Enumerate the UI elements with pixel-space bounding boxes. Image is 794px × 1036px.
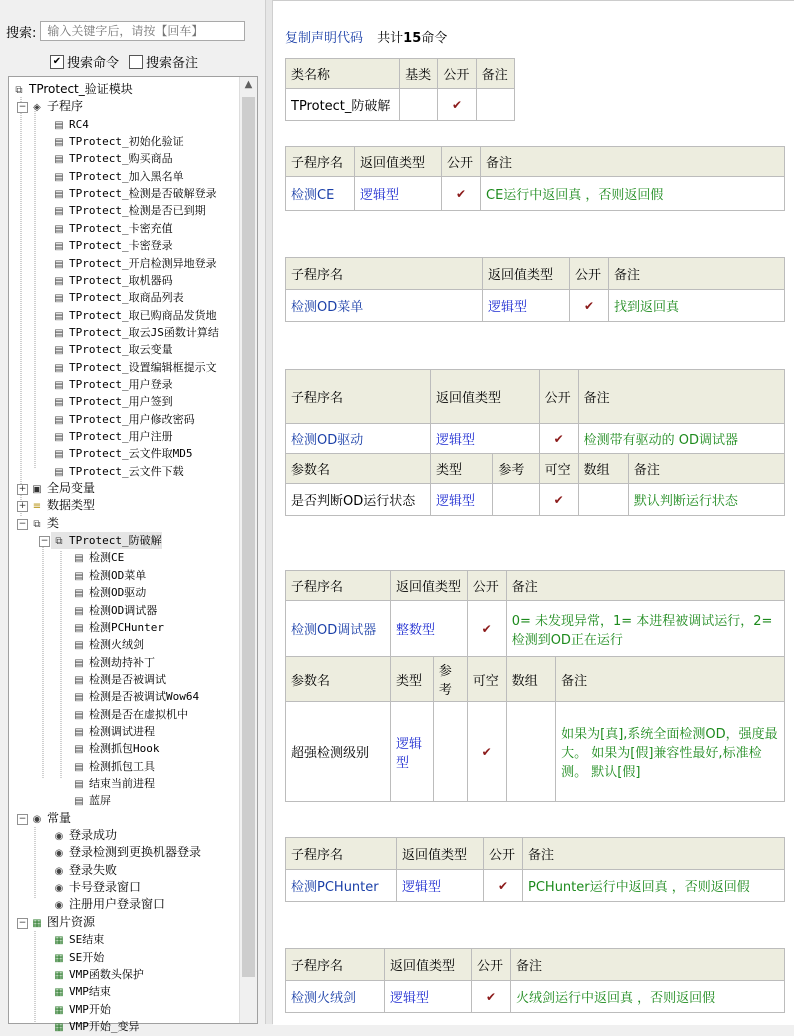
tree-node-label: 检测OD驱动 xyxy=(89,586,147,600)
param-ref xyxy=(433,702,467,802)
param-array xyxy=(578,484,628,516)
method-icon: ▤ xyxy=(74,779,84,790)
tree-subroutine-item[interactable] xyxy=(51,289,184,306)
tree-node-label: TProtect_用户登录 xyxy=(69,377,173,391)
method-icon: ▤ xyxy=(74,605,84,617)
method-icon: ▤ xyxy=(74,674,84,686)
tree-node-label: TProtect_初始化验证 xyxy=(69,135,184,149)
module-icon: ⧉ xyxy=(15,85,23,96)
tree-method-item[interactable] xyxy=(71,792,111,809)
tree-method-item[interactable] xyxy=(71,654,155,671)
constant-icon: ◉ xyxy=(54,848,64,860)
tree-subroutine-item[interactable] xyxy=(51,220,173,237)
func-header-name: 子程序名 xyxy=(286,838,397,870)
tree-constant-item[interactable] xyxy=(51,862,117,879)
subroutine-icon: ▤ xyxy=(54,449,64,461)
param-header-note: 备注 xyxy=(556,657,785,702)
total-suffix: 命令 xyxy=(421,31,448,46)
tree-node-label: TProtect_防破解 xyxy=(69,534,162,548)
tree-subroutines[interactable] xyxy=(29,98,83,115)
func-header-public: 公开 xyxy=(570,258,609,290)
doc-header xyxy=(285,27,447,46)
tree-node-label: TProtect_用户修改密码 xyxy=(69,412,195,426)
subroutine-icon: ▤ xyxy=(54,362,64,374)
param-header-array: 数组 xyxy=(506,657,555,702)
tree-method-item[interactable] xyxy=(71,775,155,792)
param-note: 如果为[真],系统全面检测OD，强度最大。 如果为[假]兼容性最好,标准检测。 默认[假] xyxy=(556,702,785,802)
subroutine-icon: ▤ xyxy=(54,275,64,287)
func-header-name: 子程序名 xyxy=(286,370,431,424)
tree-node-label: 子程序 xyxy=(47,99,84,114)
func-table-pchunter xyxy=(285,837,785,902)
tree-global-vars[interactable] xyxy=(29,480,95,497)
tree-node-label: TProtect_卡密充值 xyxy=(69,221,173,235)
func-header-ret: 返回值类型 xyxy=(355,147,442,177)
tree-node-label: 全局变量 xyxy=(47,481,96,496)
func-header-name: 子程序名 xyxy=(286,147,355,177)
data-types-icon: ≡ xyxy=(32,501,42,513)
constant-icon: ◉ xyxy=(54,831,64,843)
method-icon: ▤ xyxy=(74,553,84,565)
func-header-public: 公开 xyxy=(484,838,523,870)
search-notes-label: 搜索备注 xyxy=(146,56,199,71)
param-type[interactable]: 逻辑型 xyxy=(431,484,493,516)
tree-constants[interactable] xyxy=(29,810,71,827)
public-check-icon: ✔ xyxy=(467,601,506,657)
func-table-od-menu xyxy=(285,257,785,322)
tree-class-item[interactable] xyxy=(51,532,162,549)
subroutine-icon: ▤ xyxy=(54,310,64,322)
method-icon: ▤ xyxy=(74,570,84,582)
image-resource-icon: ▦ xyxy=(54,987,64,999)
param-header-ref: 参考 xyxy=(493,454,539,484)
tree-node-label: 检测火绒剑 xyxy=(89,638,144,652)
search-options xyxy=(50,52,198,71)
func-header-note: 备注 xyxy=(481,147,785,177)
class-note-cell xyxy=(476,89,514,121)
param-header-type: 类型 xyxy=(391,657,434,702)
func-note: 检测带有驱动的 OD调试器 xyxy=(578,424,784,454)
search-commands-checkbox[interactable] xyxy=(50,52,119,71)
tree-node-label: 结束当前进程 xyxy=(89,777,155,790)
collapse-toggle-icon[interactable]: − xyxy=(18,917,27,928)
tree-method-item[interactable] xyxy=(71,706,188,723)
subroutine-icon: ▤ xyxy=(54,119,64,131)
param-header-type: 类型 xyxy=(431,454,493,484)
tree-constant-item[interactable] xyxy=(51,896,165,913)
subroutine-icon: ▤ xyxy=(54,293,64,305)
tree-data-types[interactable] xyxy=(29,497,95,514)
tree-subroutine-item[interactable] xyxy=(51,255,217,272)
func-header-name: 子程序名 xyxy=(286,258,483,290)
images-folder-icon: ▦ xyxy=(32,917,42,929)
tree-subroutine-item[interactable] xyxy=(51,185,217,202)
tree-node-label: TProtect_检测是否破解登录 xyxy=(69,187,217,201)
tree-node-label: 卡号登录窗口 xyxy=(69,880,142,895)
tree-constant-item[interactable] xyxy=(51,827,117,844)
tree-node-label: 检测是否被调试 xyxy=(89,672,166,686)
copy-declaration-link[interactable]: 复制声明代码 xyxy=(285,31,364,46)
class-icon: ⧉ xyxy=(55,536,63,548)
func-table-huorong xyxy=(285,948,785,1013)
tree-method-item[interactable] xyxy=(71,619,164,636)
scroll-up-arrow-icon[interactable]: ▲ xyxy=(244,79,253,90)
tree-subroutine-item[interactable] xyxy=(51,359,217,376)
func-ret-type[interactable]: 整数型 xyxy=(391,601,468,657)
subroutine-icon: ▤ xyxy=(54,137,64,149)
tree-node-label: TProtect_取云变量 xyxy=(69,343,173,357)
func-header-note: 备注 xyxy=(523,838,785,870)
param-header-name: 参数名 xyxy=(286,657,391,702)
func-header-public: 公开 xyxy=(472,949,511,981)
param-name: 超强检测级别 xyxy=(286,702,391,802)
image-resource-icon: ▦ xyxy=(54,969,64,981)
method-icon: ▤ xyxy=(74,657,84,669)
method-icon: ▤ xyxy=(74,622,84,634)
func-note: CE运行中返回真 ，否则返回假 xyxy=(481,177,785,211)
tree-method-item[interactable] xyxy=(71,567,146,584)
tree-root-module[interactable] xyxy=(11,81,133,98)
func-name-link[interactable]: 检测OD菜单 xyxy=(286,290,483,322)
tree-node-label: 注册用户登录窗口 xyxy=(69,897,166,912)
tree-node-label: TProtect_云文件取MD5 xyxy=(69,447,193,461)
subroutine-icon: ▤ xyxy=(54,189,64,201)
param-name: 是否判断OD运行状态 xyxy=(286,484,431,516)
tree-node-label: SE结束 xyxy=(69,933,105,947)
module-tree[interactable] xyxy=(8,76,258,1033)
class-header-note: 备注 xyxy=(476,59,514,89)
search-label: 搜索: xyxy=(6,25,37,41)
subroutine-icon: ▤ xyxy=(54,154,64,166)
tree-node-label: SE开始 xyxy=(69,950,105,964)
tree-node-label: 登录失败 xyxy=(69,862,118,877)
param-header-array: 数组 xyxy=(578,454,628,484)
tree-node-label: 检测劫持补丁 xyxy=(89,655,155,669)
public-check-icon: ✔ xyxy=(442,177,481,211)
tree-node-label: 检测OD菜单 xyxy=(89,568,147,582)
tree-images[interactable] xyxy=(29,914,95,931)
class-table xyxy=(285,58,515,121)
tree-method-item[interactable] xyxy=(71,602,157,619)
constant-icon: ◉ xyxy=(54,900,64,912)
param-type[interactable]: 逻辑型 xyxy=(391,702,434,802)
total-count: 15 xyxy=(403,31,422,46)
func-ret-type[interactable]: 逻辑型 xyxy=(397,870,484,902)
func-name-link[interactable]: 检测OD驱动 xyxy=(286,424,431,454)
search-notes-checkbox[interactable] xyxy=(129,52,198,71)
tree-node-label: TProtect_用户注册 xyxy=(69,430,173,443)
tree-node-label: TProtect_取已购商品发货地 xyxy=(69,308,217,322)
func-header-note: 备注 xyxy=(511,949,785,981)
nullable-check-icon: ✔ xyxy=(539,484,578,516)
expand-toggle-icon[interactable]: + xyxy=(18,501,27,512)
tree-node-label: 数据类型 xyxy=(47,498,96,513)
class-name-cell: TProtect_防破解 xyxy=(286,89,400,121)
subroutine-icon: ▤ xyxy=(54,345,64,357)
method-icon: ▤ xyxy=(74,588,84,600)
tree-method-item[interactable] xyxy=(71,723,155,740)
tree-image-item[interactable] xyxy=(51,966,144,983)
func-note: PCHunter运行中返回真 ，否则返回假 xyxy=(523,870,785,902)
func-header-public: 公开 xyxy=(467,571,506,601)
func-name-link[interactable]: 检测OD调试器 xyxy=(286,601,391,657)
tree-node-label: 登录成功 xyxy=(69,828,118,843)
tree-method-item[interactable] xyxy=(71,636,144,653)
constant-icon: ◉ xyxy=(54,883,64,895)
tree-image-item[interactable] xyxy=(51,949,104,966)
tree-image-item[interactable] xyxy=(51,931,104,948)
tree-image-item[interactable] xyxy=(51,1018,140,1035)
method-icon: ▤ xyxy=(74,796,84,808)
subroutine-icon: ▤ xyxy=(54,397,64,409)
tree-constant-item[interactable] xyxy=(51,844,201,861)
image-resource-icon: ▦ xyxy=(54,1004,64,1016)
tree-node-label: VMP函数头保护 xyxy=(69,967,144,981)
method-icon: ▤ xyxy=(74,692,84,704)
func-header-ret: 返回值类型 xyxy=(431,370,540,424)
func-header-ret: 返回值类型 xyxy=(397,838,484,870)
tree-node-label: TProtect_取机器码 xyxy=(69,273,173,287)
tree-node-label: 检测抓包工具 xyxy=(89,759,155,773)
tree-subroutine-item[interactable] xyxy=(51,168,184,185)
func-ret-type[interactable]: 逻辑型 xyxy=(385,981,472,1013)
tree-node-label: TProtect_检测是否已到期 xyxy=(69,204,206,218)
image-resource-icon: ▦ xyxy=(54,935,64,947)
tree-subroutine-item[interactable] xyxy=(51,324,219,341)
search-row xyxy=(6,20,245,42)
subroutine-icon: ▤ xyxy=(54,327,64,339)
tree-method-item[interactable] xyxy=(71,740,160,757)
collapse-toggle-icon[interactable]: − xyxy=(18,518,27,529)
subroutine-icon: ▤ xyxy=(54,258,64,270)
subroutine-icon: ▤ xyxy=(54,206,64,218)
tree-node-label: TProtect_取商品列表 xyxy=(69,291,184,305)
collapse-toggle-icon[interactable]: − xyxy=(40,536,49,547)
func-note: 0= 未发现异常，1= 本进程被调试运行，2=检测到OD正在运行 xyxy=(506,601,784,657)
tree-node-label: 常量 xyxy=(47,810,72,825)
tree-node-label: RC4 xyxy=(69,117,89,131)
subroutine-icon: ▤ xyxy=(54,379,64,391)
tree-node-label: 蓝屏 xyxy=(89,794,111,808)
func-header-note: 备注 xyxy=(609,258,785,290)
tree-subroutine-item[interactable] xyxy=(51,202,206,219)
subroutines-folder-icon: ◈ xyxy=(33,102,41,114)
func-header-public: 公开 xyxy=(442,147,481,177)
func-name-link[interactable]: 检测PCHunter xyxy=(286,870,397,902)
tree-subroutine-item[interactable] xyxy=(51,445,192,462)
search-input[interactable] xyxy=(40,21,245,41)
tree-image-item[interactable] xyxy=(51,983,111,1000)
public-check-icon: ✔ xyxy=(570,290,609,322)
subroutine-icon: ▤ xyxy=(54,171,64,183)
constant-icon: ◉ xyxy=(54,865,64,877)
tree-node-label: TProtect_加入黑名单 xyxy=(69,169,184,183)
func-name-link[interactable]: 检测火绒剑 xyxy=(286,981,385,1013)
scroll-thumb[interactable] xyxy=(242,97,255,977)
func-header-ret: 返回值类型 xyxy=(483,258,570,290)
class-base-cell xyxy=(400,89,438,121)
class-header-public: 公开 xyxy=(438,59,476,89)
func-header-ret: 返回值类型 xyxy=(385,949,472,981)
tree-constant-item[interactable] xyxy=(51,879,141,896)
func-table-od-debugger xyxy=(285,570,785,802)
class-header-name: 类名称 xyxy=(286,59,400,89)
func-table-od-driver xyxy=(285,369,785,516)
method-icon: ▤ xyxy=(74,709,84,721)
classes-icon: ⧉ xyxy=(33,518,41,530)
func-ret-type[interactable]: 逻辑型 xyxy=(431,424,540,454)
image-resource-icon: ▦ xyxy=(54,1021,64,1033)
tree-subroutine-item[interactable] xyxy=(51,428,173,445)
tree-node-label: 检测调试进程 xyxy=(89,724,155,738)
collapse-toggle-icon[interactable]: − xyxy=(18,813,27,824)
tree-method-item[interactable] xyxy=(71,688,199,705)
method-icon: ▤ xyxy=(74,744,84,756)
expand-toggle-icon[interactable]: + xyxy=(18,484,27,495)
public-check-icon: ✔ xyxy=(438,89,476,121)
subroutine-icon: ▤ xyxy=(54,466,64,478)
total-prefix: 共计 xyxy=(377,31,404,46)
func-header-note: 备注 xyxy=(506,571,784,601)
tree-node-label: TProtect_取云JS函数计算结 xyxy=(69,325,219,339)
param-header-name: 参数名 xyxy=(286,454,431,484)
nullable-check-icon: ✔ xyxy=(467,702,506,802)
doc-panel xyxy=(273,0,794,1025)
tree-node-label: TProtect_开启检测异地登录 xyxy=(69,256,217,270)
func-header-public: 公开 xyxy=(539,370,578,424)
tree-node-label: TProtect_卡密登录 xyxy=(69,239,173,253)
tree-subroutine-item[interactable] xyxy=(51,237,173,254)
subroutine-icon: ▤ xyxy=(54,241,64,253)
tree-node-label: 检测PCHunter xyxy=(89,620,164,634)
tree-node-label: 类 xyxy=(47,515,60,530)
tree-method-item[interactable] xyxy=(71,671,166,688)
func-header-note: 备注 xyxy=(578,370,784,424)
tree-node-label: 登录检测到更换机器登录 xyxy=(69,845,202,860)
param-header-ref: 参考 xyxy=(433,657,467,702)
tree-node-label: 检测OD调试器 xyxy=(89,603,158,617)
tree-subroutine-item[interactable] xyxy=(51,393,173,410)
func-ret-type[interactable]: 逻辑型 xyxy=(355,177,442,211)
func-ret-type[interactable]: 逻辑型 xyxy=(483,290,570,322)
tree-method-item[interactable] xyxy=(71,549,124,566)
collapse-toggle-icon[interactable]: − xyxy=(18,102,27,113)
tree-node-label: 图片资源 xyxy=(47,914,96,929)
tree-node-label: 检测是否被调试Wow64 xyxy=(89,690,200,704)
tree-scrollbar[interactable] xyxy=(239,77,257,1023)
global-vars-icon: ▣ xyxy=(32,484,42,496)
func-header-name: 子程序名 xyxy=(286,949,385,981)
func-name-link[interactable]: 检测CE xyxy=(286,177,355,211)
tree-subroutine-item[interactable] xyxy=(51,376,173,393)
tree-node-label: VMP开始_变异 xyxy=(69,1019,140,1033)
func-header-name: 子程序名 xyxy=(286,571,391,601)
tree-subroutine-item[interactable] xyxy=(51,116,89,133)
tree-node-label: VMP开始 xyxy=(69,1002,111,1016)
param-note: 默认判断运行状态 xyxy=(628,484,784,516)
constants-icon: ◉ xyxy=(32,813,42,825)
tree-subroutine-item[interactable] xyxy=(51,411,195,428)
image-resource-icon: ▦ xyxy=(54,952,64,964)
panel-splitter[interactable] xyxy=(265,0,273,1024)
tree-node-label: TProtect_设置编辑框提示文 xyxy=(69,360,217,374)
tree-subroutine-item[interactable] xyxy=(51,463,184,480)
tree-subroutine-item[interactable] xyxy=(51,150,173,167)
tree-subroutine-item[interactable] xyxy=(51,272,173,289)
tree-subroutine-item[interactable] xyxy=(51,341,173,358)
tree-node-label: TProtect_用户签到 xyxy=(69,395,173,409)
tree-node-label: TProtect_云文件下载 xyxy=(69,464,184,478)
func-header-ret: 返回值类型 xyxy=(391,571,468,601)
param-array xyxy=(506,702,555,802)
func-note: 找到返回真 xyxy=(609,290,785,322)
public-check-icon: ✔ xyxy=(484,870,523,902)
param-header-null: 可空 xyxy=(539,454,578,484)
tree-node-label: TProtect_验证模块 xyxy=(29,82,133,96)
tree-image-item[interactable] xyxy=(51,1001,111,1018)
method-icon: ▤ xyxy=(74,761,84,773)
class-header-base: 基类 xyxy=(400,59,438,89)
param-header-note: 备注 xyxy=(628,454,784,484)
tree-classes[interactable] xyxy=(29,515,59,532)
public-check-icon: ✔ xyxy=(539,424,578,454)
subroutine-icon: ▤ xyxy=(54,432,64,443)
tree-node-label: 检测抓包Hook xyxy=(89,742,160,756)
method-icon: ▤ xyxy=(74,640,84,652)
tree-subroutine-item[interactable] xyxy=(51,133,184,150)
method-icon: ▤ xyxy=(74,726,84,738)
tree-subroutine-item[interactable] xyxy=(51,307,217,324)
func-table-ce xyxy=(285,146,785,211)
left-panel xyxy=(0,0,265,1033)
tree-method-item[interactable] xyxy=(71,584,146,601)
func-note: 火绒剑运行中返回真 ，否则返回假 xyxy=(511,981,785,1013)
tree-node-label: TProtect_购买商品 xyxy=(69,152,173,166)
tree-node-label: VMP结束 xyxy=(69,985,111,999)
tree-node-label: 检测是否在虚拟机中 xyxy=(89,707,188,721)
subroutine-icon: ▤ xyxy=(54,414,64,426)
param-header-null: 可空 xyxy=(467,657,506,702)
tree-method-item[interactable] xyxy=(71,758,155,775)
subroutine-icon: ▤ xyxy=(54,223,64,235)
tree-node-label: 检测CE xyxy=(89,551,125,565)
param-ref xyxy=(493,484,539,516)
checkbox-unchecked-icon[interactable] xyxy=(129,55,143,69)
checkbox-checked-icon[interactable]: ✔ xyxy=(50,55,64,69)
search-commands-label: 搜索命令 xyxy=(67,56,120,71)
public-check-icon: ✔ xyxy=(472,981,511,1013)
